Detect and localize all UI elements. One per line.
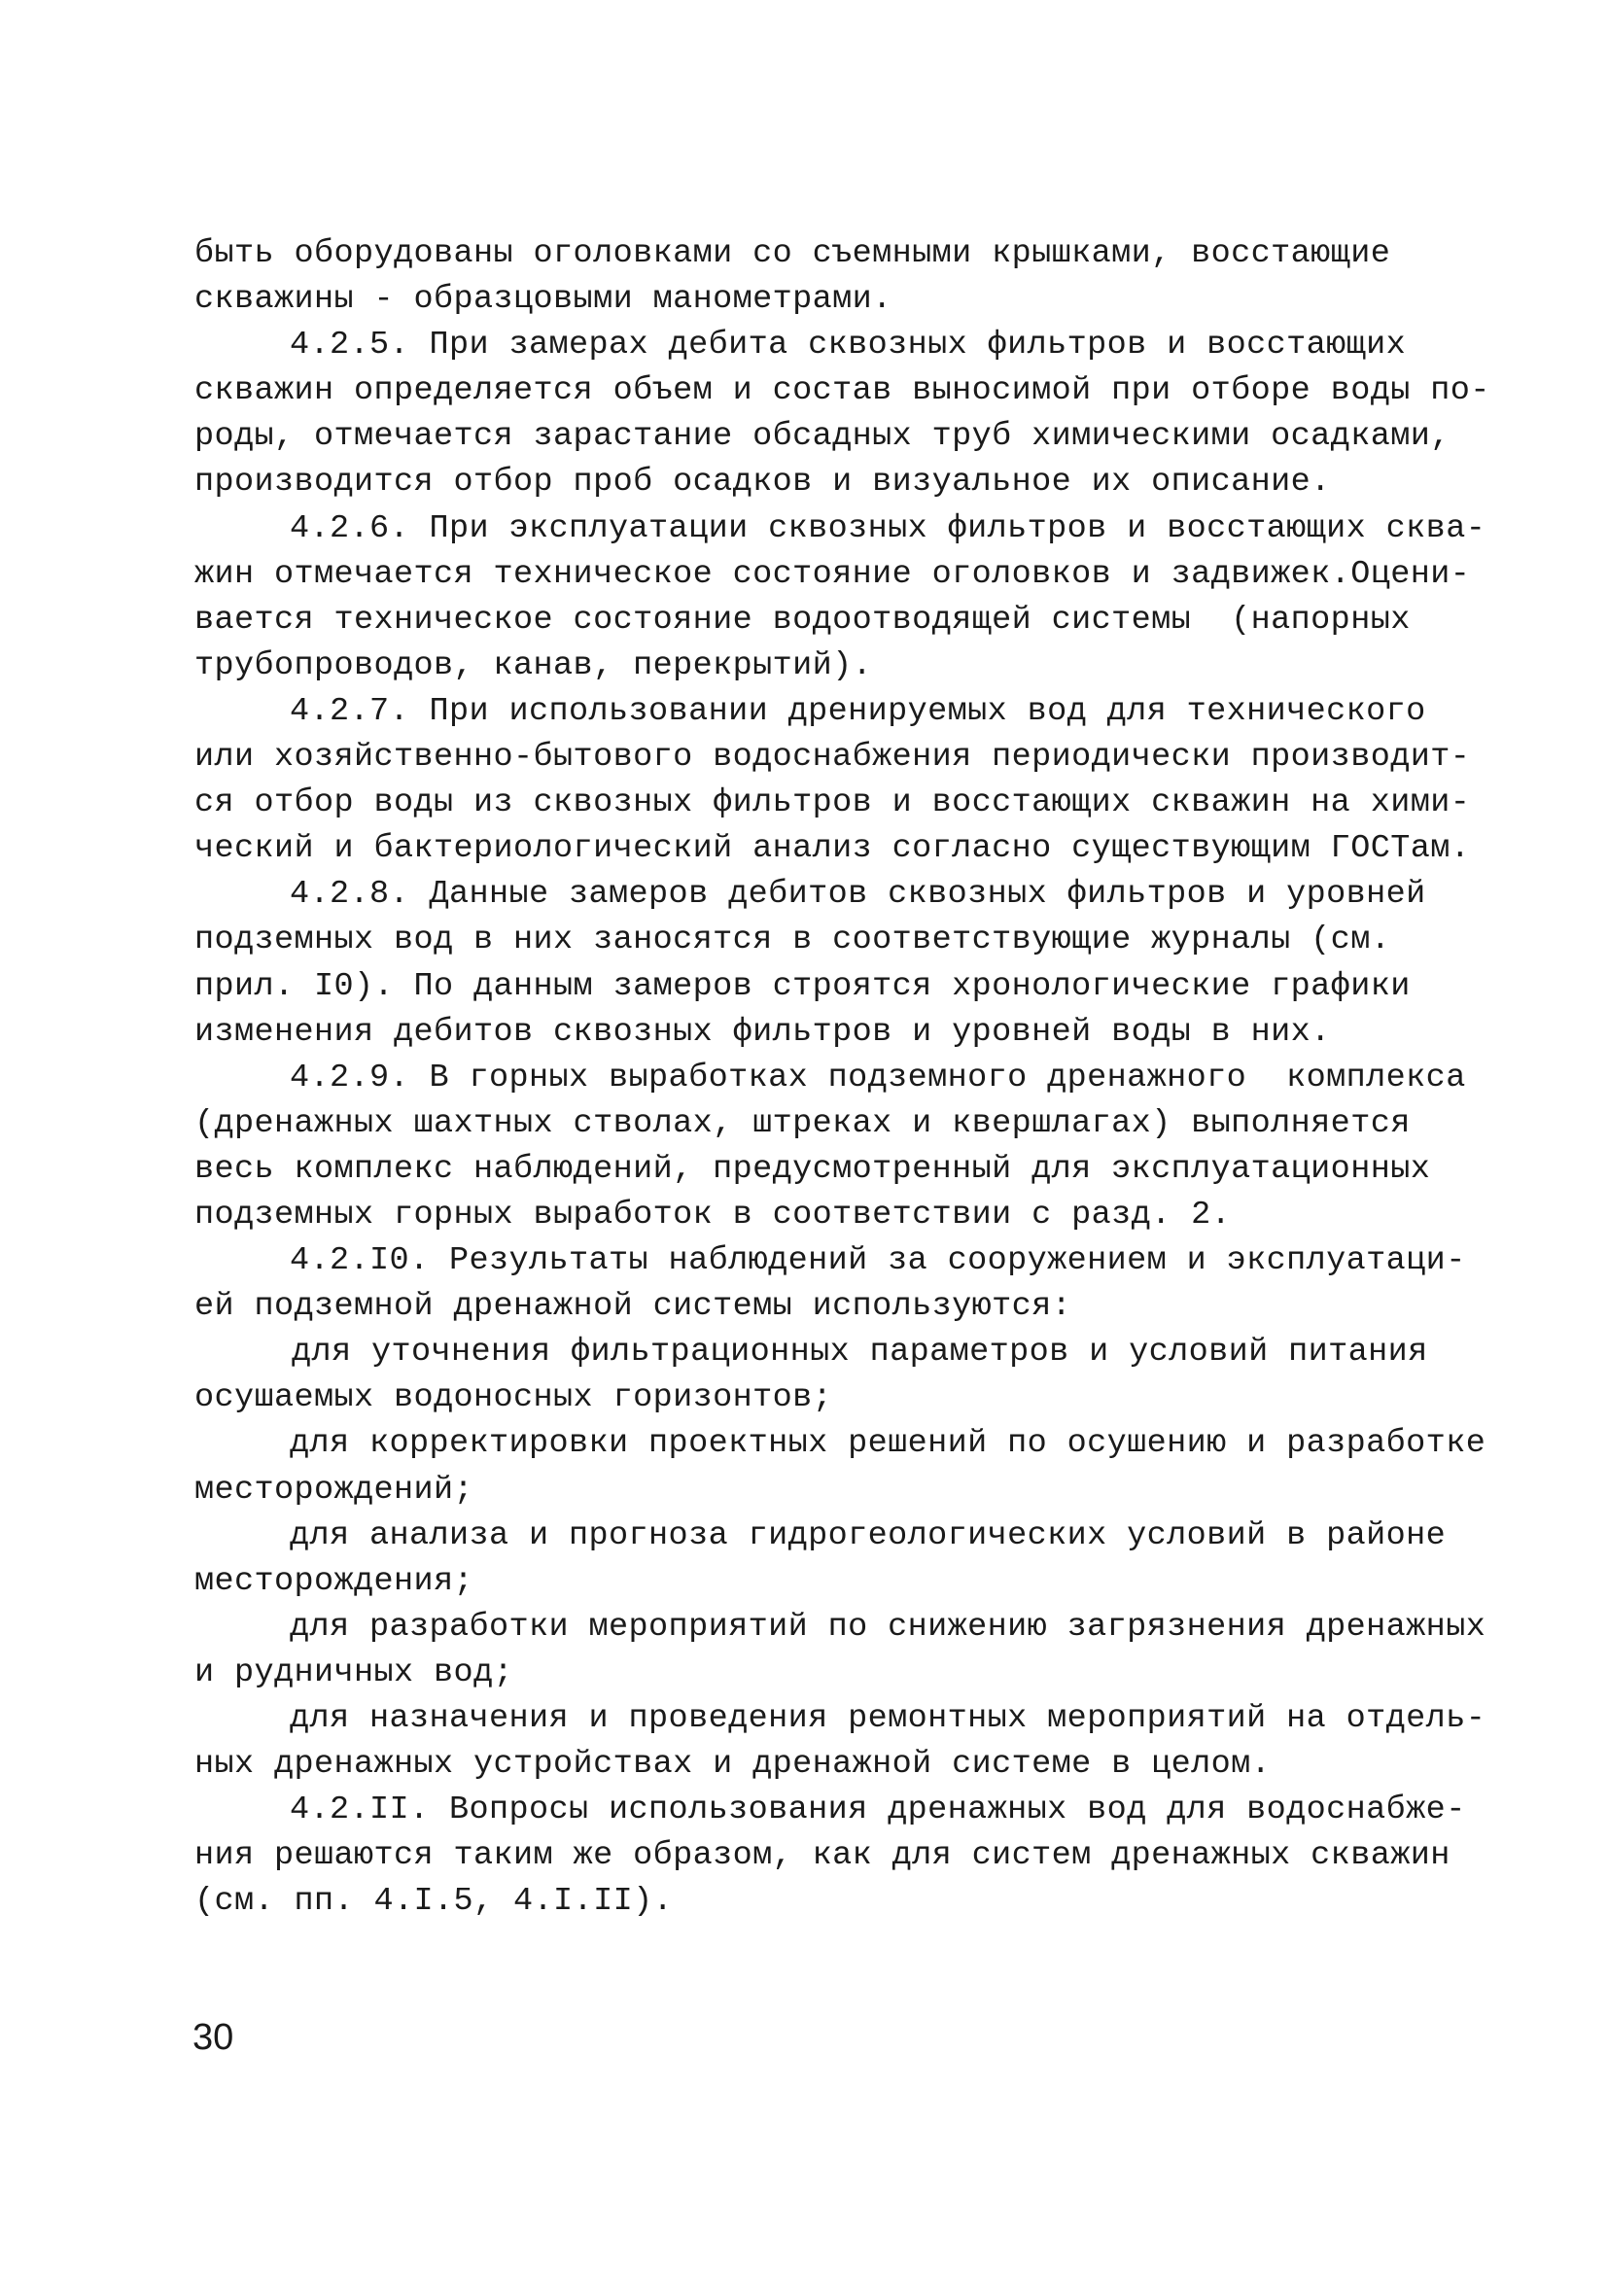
list-item-start: для назначения и проведения ремонтных мероприятий на отдель- xyxy=(290,1700,1486,1737)
text-line: жин отмечается техническое состояние оголовков и задвижек.Оцени- xyxy=(194,555,1471,593)
text-line: ния решаются таким же образом, как для систем дренажных скважин xyxy=(194,1837,1451,1875)
text-line: месторождений; xyxy=(194,1471,474,1509)
text-line: ческий и бактериологический анализ согласно существующим ГОСТам. xyxy=(194,830,1471,868)
text-line: весь комплекс наблюдений, предусмотренный для эксплуатационных xyxy=(194,1150,1431,1188)
text-line: ей подземной дренажной системы используются: xyxy=(194,1288,1072,1326)
text-line: изменения дебитов сквозных фильтров и уровней воды в них. xyxy=(194,1013,1331,1051)
paragraph-4-2-7-start: 4.2.7. При использовании дренируемых вод для технического xyxy=(290,692,1426,730)
list-item-start: для разработки мероприятий по снижению загрязнения дренажных xyxy=(290,1608,1486,1646)
paragraph-4-2-6-start: 4.2.6. При эксплуатации сквозных фильтров и восстающих сква- xyxy=(290,509,1486,547)
text-line: подземных горных выработок в соответствии с разд. 2. xyxy=(194,1196,1232,1234)
text-line: производится отбор проб осадков и визуальное их описание. xyxy=(194,464,1331,502)
text-line: (дренажных шахтных стволах, штреках и квершлагах) выполняется xyxy=(194,1104,1411,1142)
text-line: трубопроводов, канав, перекрытий). xyxy=(194,646,873,684)
text-line: прил. I0). По данным замеров строятся хронологические графики xyxy=(194,967,1411,1005)
text-line: ных дренажных устройствах и дренажной системе в целом. xyxy=(194,1746,1272,1784)
text-line: ся отбор воды из сквозных фильтров и восстающих скважин на хими- xyxy=(194,784,1471,822)
list-item-start: для корректировки проектных решений по осушению и разработке xyxy=(290,1425,1486,1463)
paragraph-4-2-10-start: 4.2.I0. Результаты наблюдений за сооружением и эксплуатаци- xyxy=(290,1242,1466,1280)
text-line: подземных вод в них заносятся в соответствующие журналы (см. xyxy=(194,922,1391,959)
paragraph-4-2-5-start: 4.2.5. При замерах дебита сквозных фильтров и восстающих xyxy=(290,327,1407,365)
text-line: вается техническое состояние водоотводящей системы (напорных xyxy=(194,601,1411,639)
text-line: или хозяйственно-бытового водоснабжения периодически производит- xyxy=(194,739,1471,777)
text-line: быть оборудованы оголовками со съемными крышками, восстающие xyxy=(194,235,1391,272)
paragraph-4-2-9-start: 4.2.9. В горных выработках подземного дренажного комплекса xyxy=(290,1059,1466,1096)
list-item-start: для анализа и прогноза гидрогеологических условий в районе xyxy=(290,1516,1447,1554)
paragraph-4-2-8-start: 4.2.8. Данные замеров дебитов сквозных фильтров и уровней xyxy=(290,876,1426,914)
text-line: месторождения; xyxy=(194,1562,474,1600)
page-number: 30 xyxy=(192,2017,234,2058)
body-text xyxy=(194,231,1490,1925)
text-line: и рудничных вод; xyxy=(194,1653,514,1691)
paragraph-4-2-11-start: 4.2.II. Вопросы использования дренажных вод для водоснабже- xyxy=(290,1792,1466,1829)
text-line: скважин определяется объем и состав выносимой при отборе воды по- xyxy=(194,372,1490,410)
text-line: роды, отмечается зарастание обсадных труб химическими осадками, xyxy=(194,418,1451,456)
list-item-start: для уточнения фильтрационных параметров и условий питания xyxy=(292,1334,1428,1372)
text-line: скважины - образцовыми манометрами. xyxy=(194,281,892,319)
text-line: осушаемых водоносных горизонтов; xyxy=(194,1379,833,1417)
text-line: (см. пп. 4.I.5, 4.I.II). xyxy=(194,1883,674,1921)
